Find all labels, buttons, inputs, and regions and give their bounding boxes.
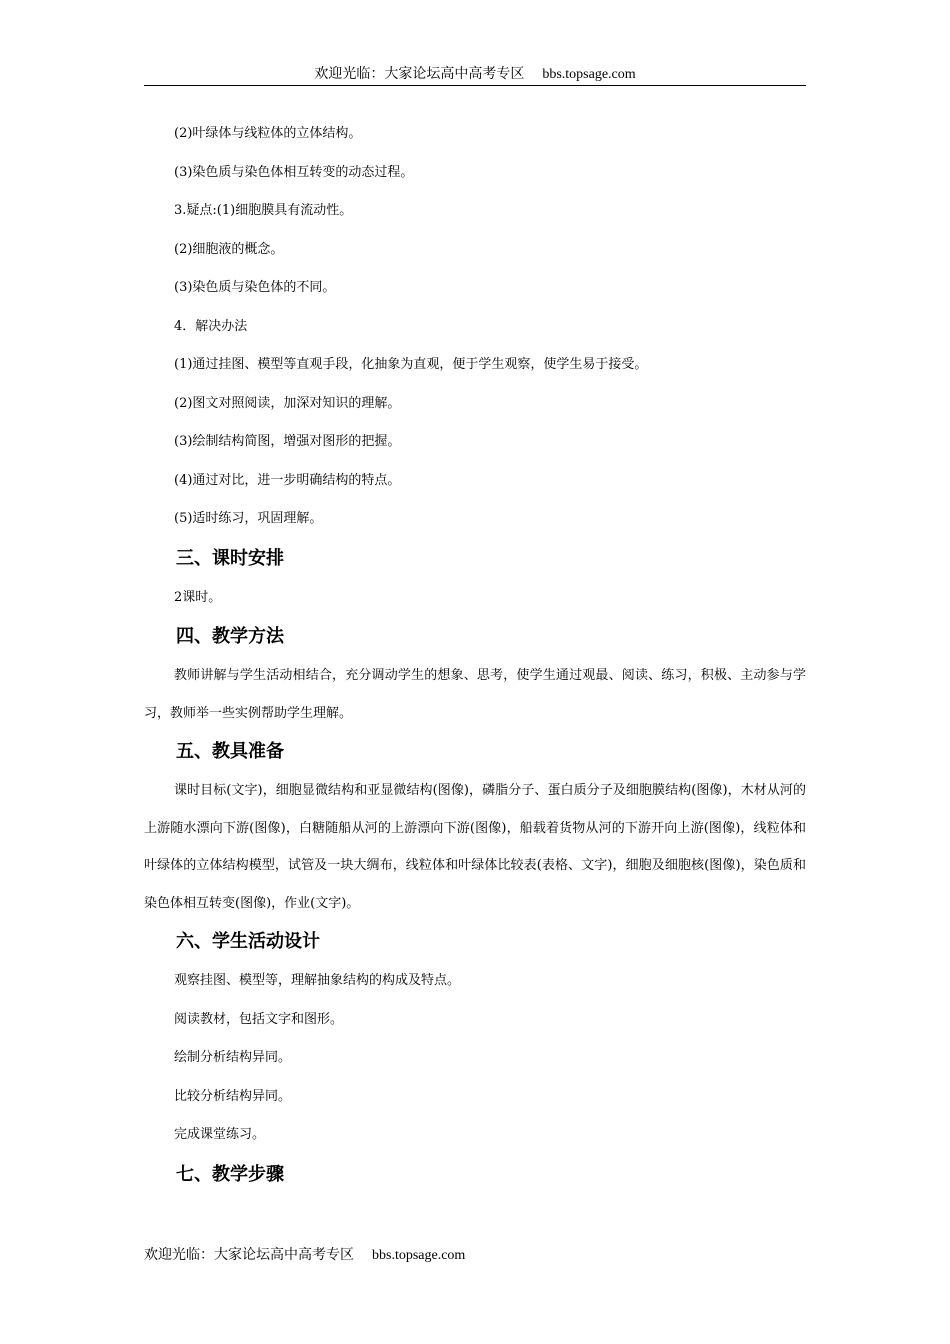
list-item: (3)绘制结构简图，增强对图形的把握。	[174, 434, 401, 449]
document-body	[144, 115, 806, 1195]
list-item: (2)细胞液的概念。	[174, 241, 284, 257]
activity-item: 完成课堂练习。	[174, 1127, 266, 1142]
section-heading-schedule: 三、课时安排	[176, 547, 284, 569]
materials-paragraph: 课时目标(文字)，细胞显微结构和亚显微结构(图像)，磷脂分子、蛋白质分子及细胞膜结构(图像)，木材从河的上游随水漂向下游(图像)，白糖随船从河的上游漂向下游(图像)，船载着货物从河的下游开向上游(图像)，线粒体和叶绿体的立体结构模型，试管及一块大绸布，线粒体和叶绿体比较表(表格、文字)，细胞及细胞核(图像)，染色质和染色体相互转变(图像)，作业(文字)。	[144, 783, 806, 911]
list-item: (3)染色质与染色体相互转变的动态过程。	[174, 164, 414, 180]
page-footer	[144, 1245, 465, 1266]
header-text: 欢迎光临：大家论坛高中高考专区	[314, 66, 525, 82]
page-header	[0, 64, 950, 85]
list-item: (5)适时练习，巩固理解。	[174, 511, 323, 526]
list-item: (2)叶绿体与线粒体的立体结构。	[174, 126, 362, 141]
footer-site-link[interactable]: bbs.topsage.com	[372, 1248, 466, 1263]
footer-text: 欢迎光临：大家论坛高中高考专区	[144, 1247, 354, 1263]
activity-item: 比较分析结构异同。	[174, 1088, 292, 1104]
schedule-text: 2课时。	[174, 589, 222, 605]
activity-item: 观察挂图、模型等，理解抽象结构的构成及特点。	[174, 973, 461, 988]
list-item: (3)染色质与染色体的不同。	[174, 280, 336, 295]
section-heading-activities: 六、学生活动设计	[176, 931, 320, 952]
method-paragraph: 教师讲解与学生活动相结合，充分调动学生的想象、思考，使学生通过观最、阅读、练习，积极、主动参与学习，教师举一些实例帮助学生理解。	[144, 668, 806, 721]
header-site-link[interactable]: bbs.topsage.com	[542, 67, 636, 82]
header-divider	[144, 85, 806, 86]
section-heading-method: 四、教学方法	[176, 626, 284, 647]
section-heading-materials: 五、教具准备	[176, 741, 284, 762]
list-item: 3.疑点:(1)细胞膜具有流动性。	[174, 203, 353, 218]
list-item: 4．解决办法	[174, 318, 248, 334]
list-item: (2)图文对照阅读，加深对知识的理解。	[174, 395, 401, 411]
section-heading-steps: 七、教学步骤	[176, 1163, 284, 1185]
list-item: (1)通过挂图、模型等直观手段，化抽象为直观，便于学生观察，使学生易于接受。	[174, 357, 648, 372]
activity-item: 阅读教材，包括文字和图形。	[174, 1011, 344, 1027]
activity-item: 绘制分析结构异同。	[174, 1050, 292, 1065]
list-item: (4)通过对比，进一步明确结构的特点。	[174, 472, 401, 488]
